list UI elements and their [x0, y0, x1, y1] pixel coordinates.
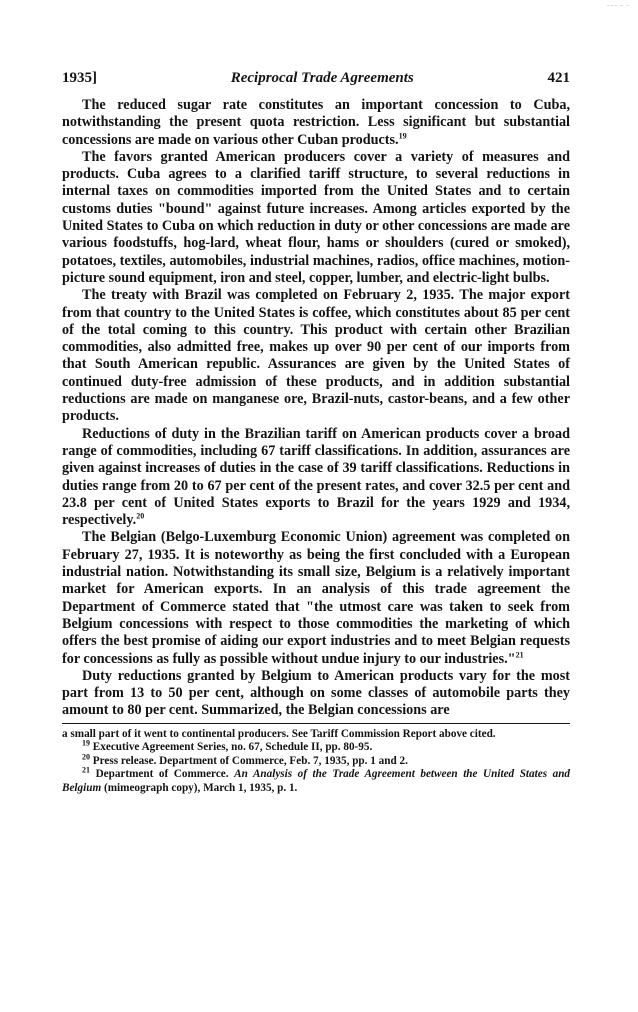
footnote-continuation — [62, 728, 570, 742]
scan-corner-mark: ~~~ ~ ~ — [606, 4, 630, 9]
footnote-ref[interactable]: 19 — [398, 130, 407, 140]
document-page — [62, 70, 570, 796]
footnote-20 — [62, 752, 570, 769]
footnote-text: Department of Commerce. — [95, 768, 229, 781]
paragraph — [62, 668, 570, 720]
paragraph — [62, 287, 570, 425]
footnote-mark: 21 — [82, 765, 90, 775]
footnote-21 — [62, 765, 571, 795]
paragraph-text: The treaty with Brazil was completed on February 2, 1935. The major export from that country to the United States is coffee, which constitutes about 85 per cent of the total coming to this country. This product with certain other Brazilian commodities, also admitted free, makes up over 90 per cent of our imports from that South American republic. Assurances are given by the United States of continued duty-free admission of these products, and in addition substantial reductions are made on manganese ore, Brazil-nuts, castor-beans, and a few other products. — [62, 287, 570, 425]
running-header — [62, 70, 570, 87]
footnote-divider — [62, 723, 570, 724]
footnote-text: Press release. Department of Commerce, Feb. 7, 1935, pp. 1 and 2. — [92, 754, 408, 767]
page-number: 421 — [547, 70, 570, 86]
header-title: Reciprocal Trade Agreements — [230, 70, 414, 86]
footnote-19 — [62, 738, 570, 755]
footnote-text: Executive Agreement Series, no. 67, Schedule II, pp. 80-95. — [92, 741, 373, 754]
footnote-mark: 20 — [82, 752, 90, 762]
paragraph-text: The favors granted American producers cover a variety of measures and products. Cuba agrees to a clarified tariff structure, to several reductions in internal taxes on commodities imported from the United States and to certain customs duties "bound" against future increases. Among articles exported by the United States to Cuba on which reduction in duty or other concessions are made are various foodstuffs, hog-lard, wheat flour, hams or shoulders (cured or smoked), potatoes, textiles, automobiles, industrial machines, radios, office machines, motion-picture sound equipment, iron and steel, copper, lumber, and electric-light bulbs. — [62, 148, 570, 286]
body-text — [62, 97, 570, 720]
paragraph — [62, 97, 570, 149]
footnote-ref[interactable]: 20 — [136, 511, 145, 521]
header-year: 1935] — [62, 70, 97, 86]
paragraph — [62, 529, 570, 667]
paragraph-text: The reduced sugar rate constitutes an important concession to Cuba, notwithstanding the present quota restriction. Less significant but substantial concessions are made on various other Cuban products. — [62, 97, 570, 148]
paragraph-text: Duty reductions granted by Belgium to American products vary for the most part from 13 to 50 per cent, although on some classes of automobile parts they amount to 80 per cent. Summarized, the Belgian concessions are — [62, 667, 570, 719]
footnote-text: a small part of it went to continental producers. See Tariff Commission Report above cited. — [62, 727, 496, 740]
paragraph-text: Reductions of duty in the Brazilian tariff on American products cover a broad range of commodities, including 67 tariff classifications. In addition, assurances are given against increases of duties in the case of 39 tariff classifications. Reductions in duties range from 20 to 67 per cent of the present rates, and cover 32.5 per cent and 23.8 per cent of United States exports to Brazil for the years 1929 and 1934, respectively. — [62, 425, 570, 529]
footnote-italic-title: An Analysis of the Trade Agreement between the United States and Belgium — [62, 768, 571, 795]
paragraph-text: The Belgian (Belgo-Luxemburg Economic Union) agreement was completed on February 27, 1935. It is noteworthy as being the first concluded with a European industrial nation. Notwithstanding its small size, Belgium is a relatively important market for American exports. In an analysis of this trade agreement the Department of Commerce stated that "the utmost care was taken to seek from Belgium concessions with respect to those commodities the marketing of which offers the best promise of aiding our export industries and to meet Belgian requests for concessions as fully as possible without undue injury to our industries." — [62, 529, 570, 667]
paragraph — [62, 426, 570, 530]
footnote-text: (mimeograph copy), March 1, 1935, p. 1. — [103, 782, 298, 795]
footnote-mark: 19 — [82, 738, 90, 748]
footnotes — [62, 728, 570, 796]
paragraph — [62, 149, 570, 287]
footnote-ref[interactable]: 21 — [515, 649, 524, 659]
